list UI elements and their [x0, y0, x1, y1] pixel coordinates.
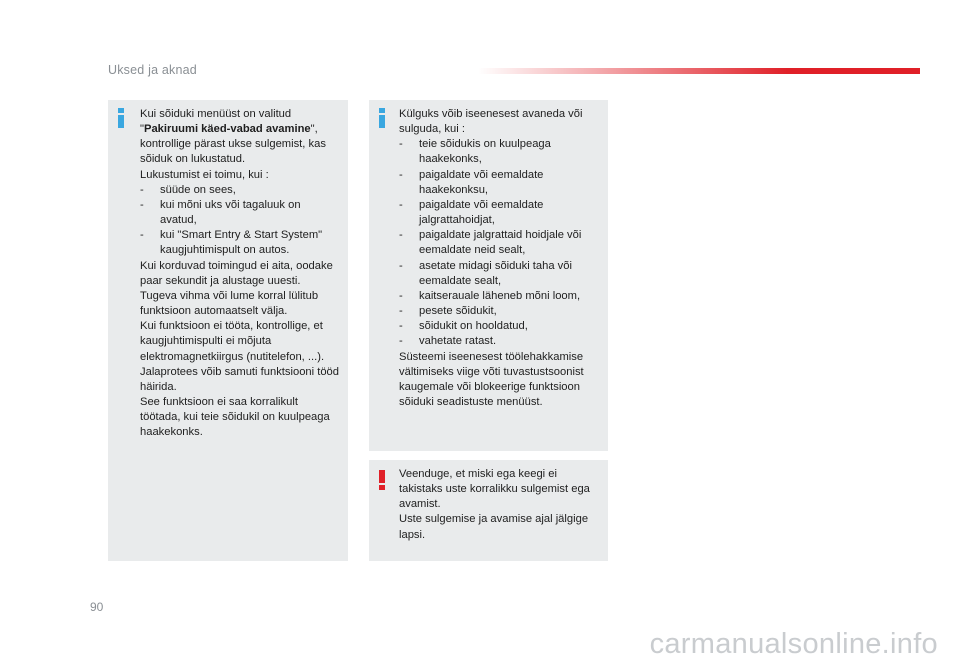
menu-option-name: Pakiruumi käed-vabad avamine [143, 123, 311, 136]
list-item: - sõidukit on hooldatud, [399, 319, 599, 334]
header-accent-bar [478, 68, 920, 74]
list-item: - kui mõni uks või tagaluuk on avatud, [140, 198, 340, 228]
warning-text [399, 467, 599, 543]
children-paragraph: Uste sulgemise ja avamise ajal jälgige lapsi. [399, 513, 589, 541]
list-item: - asetate midagi sõiduki taha või eemaldate sealt, [399, 259, 599, 289]
list-item: - paigaldate või eemaldate haakekonksu, [399, 168, 599, 198]
intro-paragraph: Kui sõiduki menüüst on valitud "Pakiruumi käed-vabad avamine", kontrollige pärast ukse sulgemist, kas sõiduk on lukustatud. [140, 108, 326, 166]
section-title: Uksed ja aknad [108, 63, 197, 77]
warning-paragraph: Veenduge, et miski ega keegi ei takistaks uste korralikku sulgemist ega avamist. [399, 468, 590, 511]
info-text-left [140, 107, 340, 440]
watermark: carmanualsonline.info [649, 628, 938, 660]
info-icon [379, 108, 385, 128]
lock-fail-heading: Lukustumist ei toimu, kui : [140, 168, 269, 181]
list-item: - teie sõidukis on kuulpeaga haakekonks, [399, 137, 599, 167]
footwear-paragraph: Jalaprotees võib samuti funktsiooni tööd häirida. [140, 365, 340, 393]
list-item: - pesete sõidukit, [399, 304, 599, 319]
list-item: - paigaldate või eemaldate jalgrattahoidjat, [399, 198, 599, 228]
list-item: - kui "Smart Entry & Start System" kaugjuhtimispult on autos. [140, 228, 340, 258]
list-item: - vahetate ratast. [399, 334, 599, 349]
warning-icon [379, 470, 385, 490]
info-icon [118, 108, 124, 128]
intro-paragraph: Külguks võib iseenesest avaneda või sulguda, kui : [399, 108, 583, 136]
closing-paragraph: See funktsioon ei saa korralikult töötada, kui teie sõidukil on kuulpeaga haakekonks. [140, 395, 330, 439]
info-text-right [399, 107, 599, 410]
not-working-paragraph: Kui funktsioon ei tööta, kontrollige, et kaugjuhtimispulti ei mõjuta elektromagnetkiirgus (nutitelefon, ...). [140, 320, 325, 363]
page-number: 90 [90, 600, 104, 614]
list-item: - süüde on sees, [140, 183, 340, 198]
repeat-paragraph: Kui korduvad toimingud ei aita, oodake paar sekundit ja alustage uuesti. [140, 259, 333, 287]
closing-paragraph: Süsteemi iseenesest töölehakkamise vältimiseks viige võti tuvastustsoonist kaugemale või blokeerige funktsioon sõiduki seadistuste menüüst. [399, 350, 584, 408]
list-item: - kaitserauale läheneb mõni loom, [399, 289, 599, 304]
rain-paragraph: Tugeva vihma või lume korral lülitub funktsioon automaatselt välja. [140, 289, 319, 318]
list-item: - paigaldate jalgrattaid hoidjale või eemaldate neid sealt, [399, 228, 599, 258]
